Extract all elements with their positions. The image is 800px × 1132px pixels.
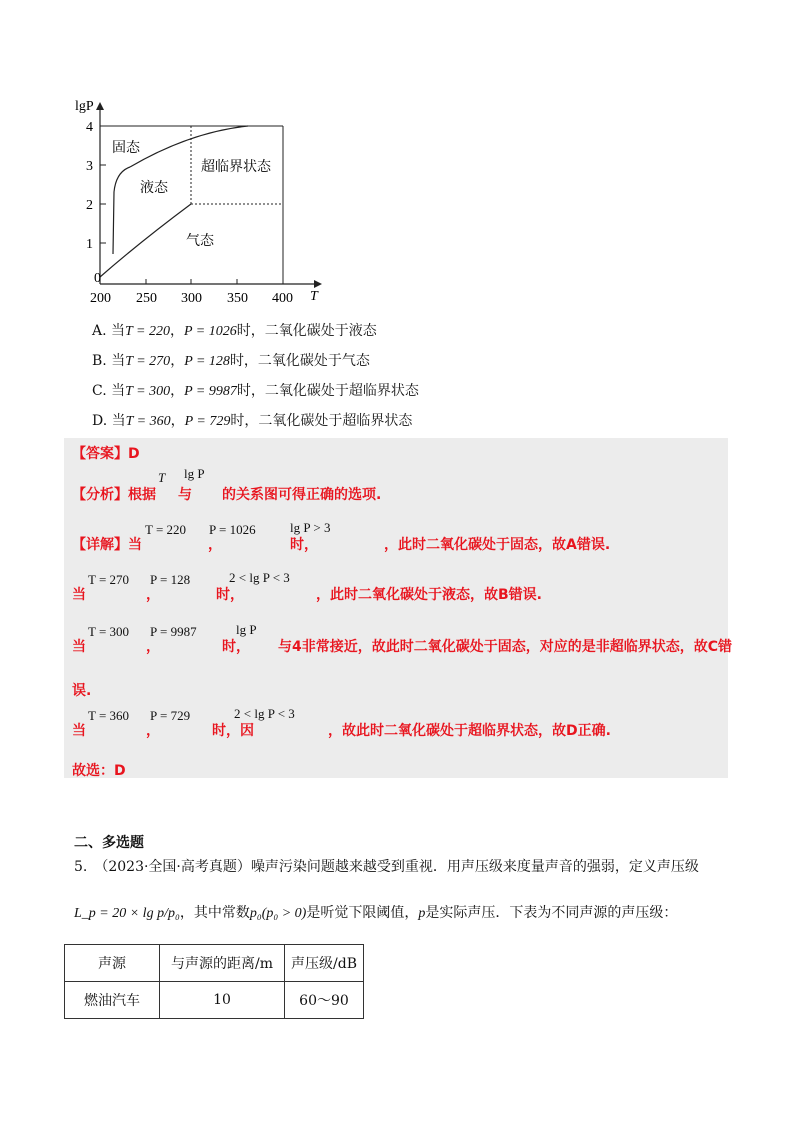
solid-liquid-boundary: [113, 167, 130, 254]
option-b: B. 当T = 270，P = 128时，二氧化碳处于气态: [92, 353, 370, 369]
detail2-cond: 2 < lg P < 3: [229, 570, 290, 585]
option-c: C. 当T = 300，P = 9987时，二氧化碳处于超临界状态: [92, 383, 419, 399]
final-answer: 故选：D: [72, 763, 126, 779]
spl-formula: L_p = 20 × lg p/p₀: [74, 906, 180, 921]
analysis-lgp: lg P: [184, 466, 205, 481]
x-tick-200: 200: [90, 291, 111, 306]
y-tick-4: 4: [86, 120, 93, 135]
region-gas: 气态: [186, 233, 214, 249]
table-header: 声源: [65, 945, 160, 982]
table-cell: 60～90: [285, 982, 364, 1019]
table-header: 与声源的距离/m: [160, 945, 285, 982]
option-d: D. 当T = 360，P = 729时，二氧化碳处于超临界状态: [92, 413, 413, 429]
y-tick-1: 1: [86, 237, 93, 252]
region-supercritical: 超临界状态: [201, 159, 271, 175]
x-tick-300: 300: [181, 291, 202, 306]
region-solid: 固态: [112, 140, 140, 156]
detail3-cond: lg P: [236, 622, 257, 637]
table-cell: 10: [160, 982, 285, 1019]
detail2-t: T = 270: [88, 572, 130, 587]
question-line-1: 5. （2023·全国·高考真题）噪声污染问题越来越受到重视．用声压级来度量声音的强弱，定义声压级: [74, 859, 699, 875]
detail-line-2: 当 ， 时， ，此时二氧化碳处于液态，故B错误.: [72, 587, 542, 603]
y-tick-0: 0: [94, 271, 101, 286]
table-header-row: [65, 945, 364, 982]
x-tick-400: 400: [272, 291, 293, 306]
detail-line-4: 当 ， 时，因 ，故此时二氧化碳处于超临界状态，故D正确.: [72, 723, 611, 739]
analysis-t: T: [158, 470, 166, 485]
detail3-t: T = 300: [88, 624, 130, 639]
x-axis-label: T: [310, 289, 318, 304]
detail-line-3-cont: 误.: [72, 683, 92, 699]
sound-table: [64, 944, 364, 1019]
detail4-t: T = 360: [88, 708, 130, 723]
x-tick-350: 350: [227, 291, 248, 306]
table-row: [65, 982, 364, 1019]
x-tick-250: 250: [136, 291, 157, 306]
detail4-cond: 2 < lg P < 3: [234, 706, 295, 721]
detail4-p: P = 729: [150, 708, 191, 723]
y-tick-3: 3: [86, 159, 93, 174]
y-tick-2: 2: [86, 198, 93, 213]
table-cell: 燃油汽车: [65, 982, 160, 1019]
question-line-2: L_p = 20 × lg p/p₀，其中常数p₀(p₀ > 0)是听觉下限阈值，p是实际声压．下表为不同声源的声压级：: [74, 905, 678, 921]
option-a: A. 当T = 220，P = 1026时，二氧化碳处于液态: [92, 323, 377, 339]
detail-line-1: 【详解】当 ， 时， ，此时二氧化碳处于固态，故A错误.: [72, 537, 611, 553]
answer-line: 【答案】D: [72, 446, 140, 462]
detail-line-3: 当 ， 时， 与4非常接近，故此时二氧化碳处于固态，对应的是非超临界状态，故C错: [72, 639, 733, 655]
detail3-p: P = 9987: [150, 624, 197, 639]
analysis-line: 【分析】根据 与 的关系图可得正确的选项.: [72, 487, 382, 503]
detail1-p: P = 1026: [209, 522, 256, 537]
detail2-p: P = 128: [150, 572, 191, 587]
table-header: 声压级/dB: [285, 945, 364, 982]
region-liquid: 液态: [140, 180, 168, 196]
phase-diagram: [70, 92, 330, 307]
detail1-cond: lg P > 3: [290, 520, 331, 535]
p0-formula: p₀(p₀ > 0): [249, 906, 307, 921]
detail1-t: T = 220: [145, 522, 187, 537]
y-axis-label: lgP: [75, 99, 94, 114]
section-title: 二、多选题: [74, 835, 144, 851]
